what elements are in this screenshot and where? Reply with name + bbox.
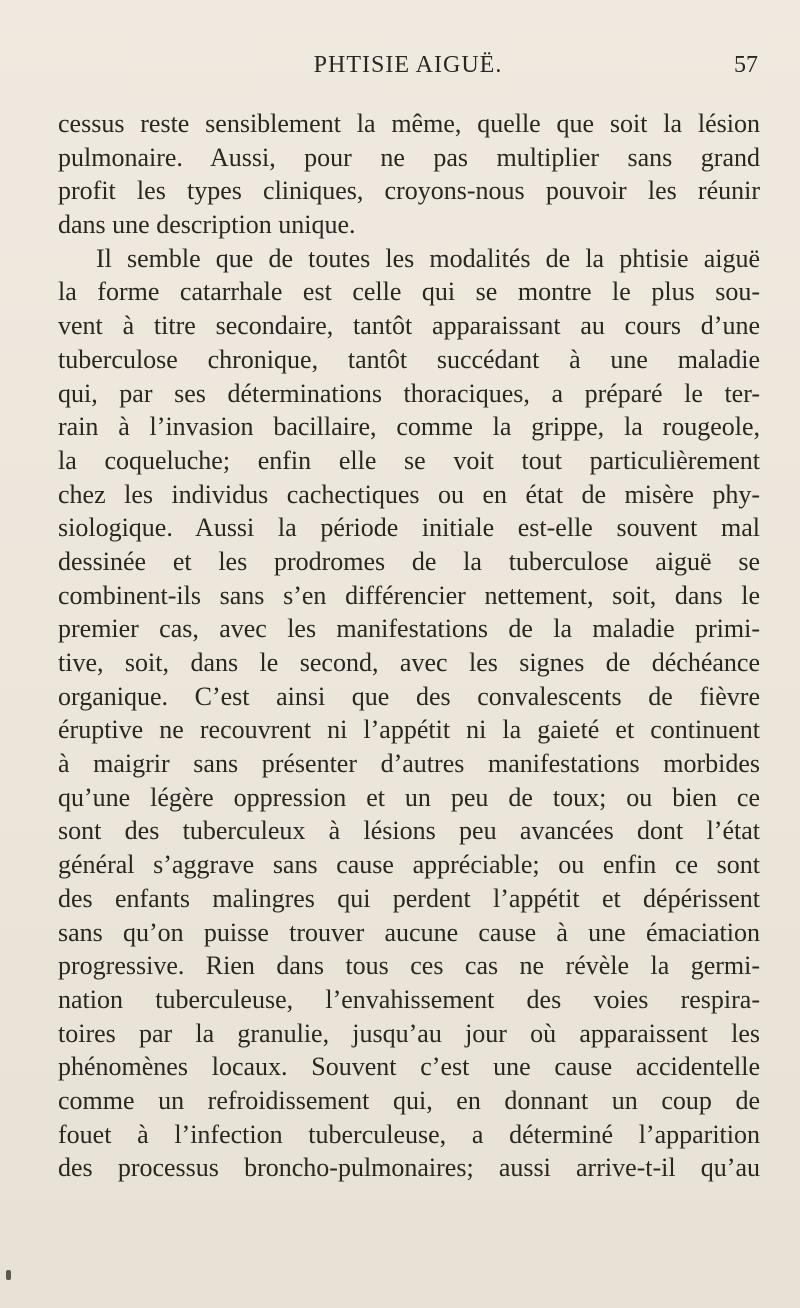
text-line: tive, soit, dans le second, avec les signes de déchéance xyxy=(58,648,760,677)
text-line: pulmonaire. Aussi, pour ne pas multiplier sans grand xyxy=(58,142,760,172)
text-line: dans une description unique. xyxy=(58,210,356,240)
text-line: éruptive ne recouvrent ni l’appétit ni la gaieté et continuent xyxy=(58,715,760,745)
text-line: dessinée et les prodromes de la tuberculose aiguë se xyxy=(58,546,760,576)
text-line: tuberculose chronique, tantôt succédant à une maladie xyxy=(58,344,760,374)
text-line: cessus reste sensiblement la même, quelle que soit la lésion xyxy=(58,109,760,138)
text-line: Il semble que de toutes les modalités de la phtisie aiguë xyxy=(96,243,760,273)
body-text xyxy=(58,107,760,1185)
text-line: profit les types cliniques, croyons-nous pouvoir les réunir xyxy=(58,176,760,206)
text-line: progressive. Rien dans tous ces cas ne révèle la germi- xyxy=(58,951,760,981)
text-line: nation tuberculeuse, l’envahissement des voies respira- xyxy=(58,984,760,1014)
text-line: organique. C’est ainsi que des convalescents de fièvre xyxy=(58,681,760,711)
text-line: qui, par ses déterminations thoraciques, a préparé le ter- xyxy=(58,378,760,408)
text-line: phénomènes locaux. Souvent c’est une cause accidentelle xyxy=(58,1052,760,1082)
text-line: sont des tuberculeux à lésions peu avancées dont l’état xyxy=(58,816,760,846)
text-line: fouet à l’infection tuberculeuse, a déterminé l’apparition xyxy=(58,1119,760,1149)
text-line: combinent-ils sans s’en différencier nettement, soit, dans le xyxy=(58,580,760,610)
page-number: 57 xyxy=(734,52,758,78)
text-line: à maigrir sans présenter d’autres manifestations morbides xyxy=(58,749,760,779)
text-line: la coqueluche; enfin elle se voit tout particulièrement xyxy=(58,445,760,475)
text-line: général s’aggrave sans cause appréciable; ou enfin ce sont xyxy=(58,850,760,880)
text-line: siologique. Aussi la période initiale est-elle souvent mal xyxy=(58,513,760,543)
text-line: la forme catarrhale est celle qui se montre le plus sou- xyxy=(58,277,760,307)
text-line: sans qu’on puisse trouver aucune cause à une émaciation xyxy=(58,917,760,947)
text-line: vent à titre secondaire, tantôt apparaissant au cours d’une xyxy=(58,311,760,341)
text-line: toires par la granulie, jusqu’au jour où apparaissent les xyxy=(58,1018,760,1048)
text-line: des processus broncho-pulmonaires; aussi arrive-t-il qu’au xyxy=(58,1153,760,1183)
text-line: qu’une légère oppression et un peu de toux; ou bien ce xyxy=(58,782,760,812)
text-line: chez les individus cachectiques ou en état de misère phy- xyxy=(58,479,760,509)
text-line: des enfants malingres qui perdent l’appétit et dépérissent xyxy=(58,883,760,913)
text-line: rain à l’invasion bacillaire, comme la grippe, la rougeole, xyxy=(58,412,760,442)
running-title: PHTISIE AIGUË. xyxy=(313,52,503,78)
ink-speck xyxy=(6,1270,11,1280)
text-line: premier cas, avec les manifestations de la maladie primi- xyxy=(58,614,760,644)
running-head xyxy=(58,52,758,88)
text-line: comme un refroidissement qui, en donnant un coup de xyxy=(58,1085,760,1115)
